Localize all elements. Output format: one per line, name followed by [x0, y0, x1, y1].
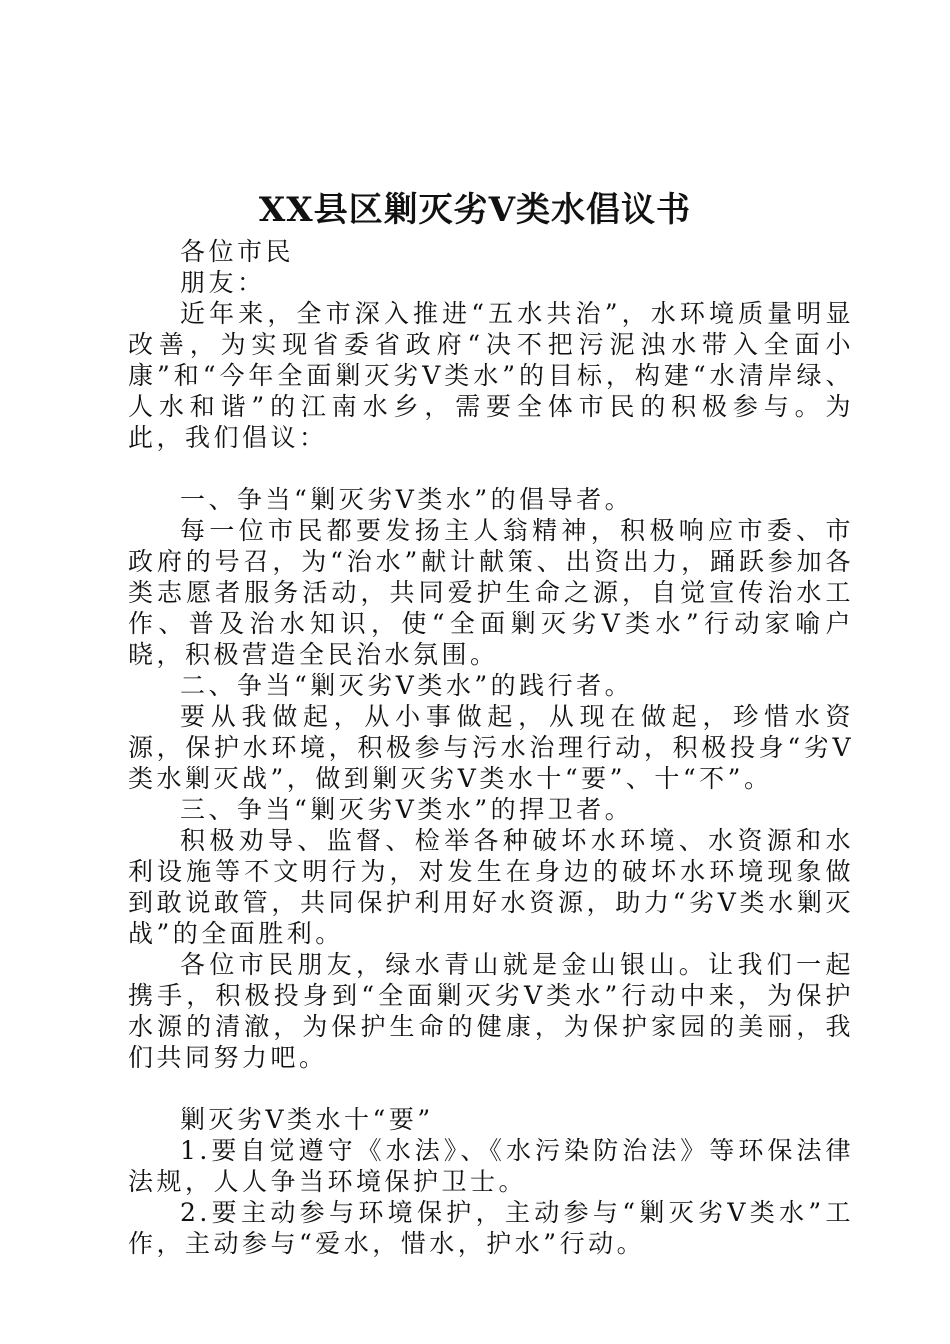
section-paragraph-1: 每一位市民都要发扬主人翁精神，积极响应市委、市政府的号召，为“治水”献计献策、出资出力，踊跃参加各类志愿者服务活动，共同爱护生命之源，自觉宣传治水工作、普及治水知识，使“全面剿灭劣Ⅴ类水”行动家喻户晓，积极营造全民治水氛围。	[128, 516, 854, 669]
intro-paragraph: 近年来，全市深入推进“五水共治”，水环境质量明显改善，为实现省委省政府“决不把污泥浊水带入全面小康”和“今年全面剿灭劣Ⅴ类水”的目标，构建“水清岸绿、人水和谐”的江南水乡，需要全体市民的积极参与。为此，我们倡议：	[128, 299, 854, 452]
section-paragraph-2: 要从我做起，从小事做起，从现在做起，珍惜水资源，保护水环境，积极参与污水治理行动，积极投身“劣Ⅴ类水剿灭战”，做到剿灭劣Ⅴ类水十“要”、十“不”。	[128, 702, 854, 793]
section-paragraph-3: 积极劝导、监督、检举各种破坏水环境、水资源和水利设施等不文明行为，对发生在身边的破坏水环境现象做到敢说敢管，共同保护利用好水资源，助力“劣Ⅴ类水剿灭战”的全面胜利。	[128, 826, 854, 948]
list-heading: 剿灭劣Ⅴ类水十“要”	[180, 1105, 434, 1134]
section-heading-2: 二、争当“剿灭劣Ⅴ类水”的践行者。	[180, 671, 634, 700]
section-heading-3: 三、争当“剿灭劣Ⅴ类水”的捍卫者。	[180, 795, 634, 824]
document-title: XX县区剿灭劣Ⅴ类水倡议书	[258, 190, 692, 230]
list-item: 2.要主动参与环境保护，主动参与“剿灭劣Ⅴ类水”工作，主动参与“爱水，惜水，护水”行动。	[128, 1198, 854, 1258]
section-heading-1: 一、争当“剿灭劣Ⅴ类水”的倡导者。	[180, 485, 634, 514]
document-body	[128, 236, 854, 1259]
salutation-line-2: 朋友：	[180, 268, 266, 297]
closing-paragraph: 各位市民朋友，绿水青山就是金山银山。让我们一起携手，积极投身到“全面剿灭劣Ⅴ类水”行动中来，为保护水源的清澈，为保护生命的健康，为保护家园的美丽，我们共同努力吧。	[128, 950, 854, 1072]
list-item: 1.要自觉遵守《水法》、《水污染防治法》等环保法律法规，人人争当环境保护卫士。	[128, 1136, 854, 1196]
salutation-line-1: 各位市民	[180, 237, 295, 266]
